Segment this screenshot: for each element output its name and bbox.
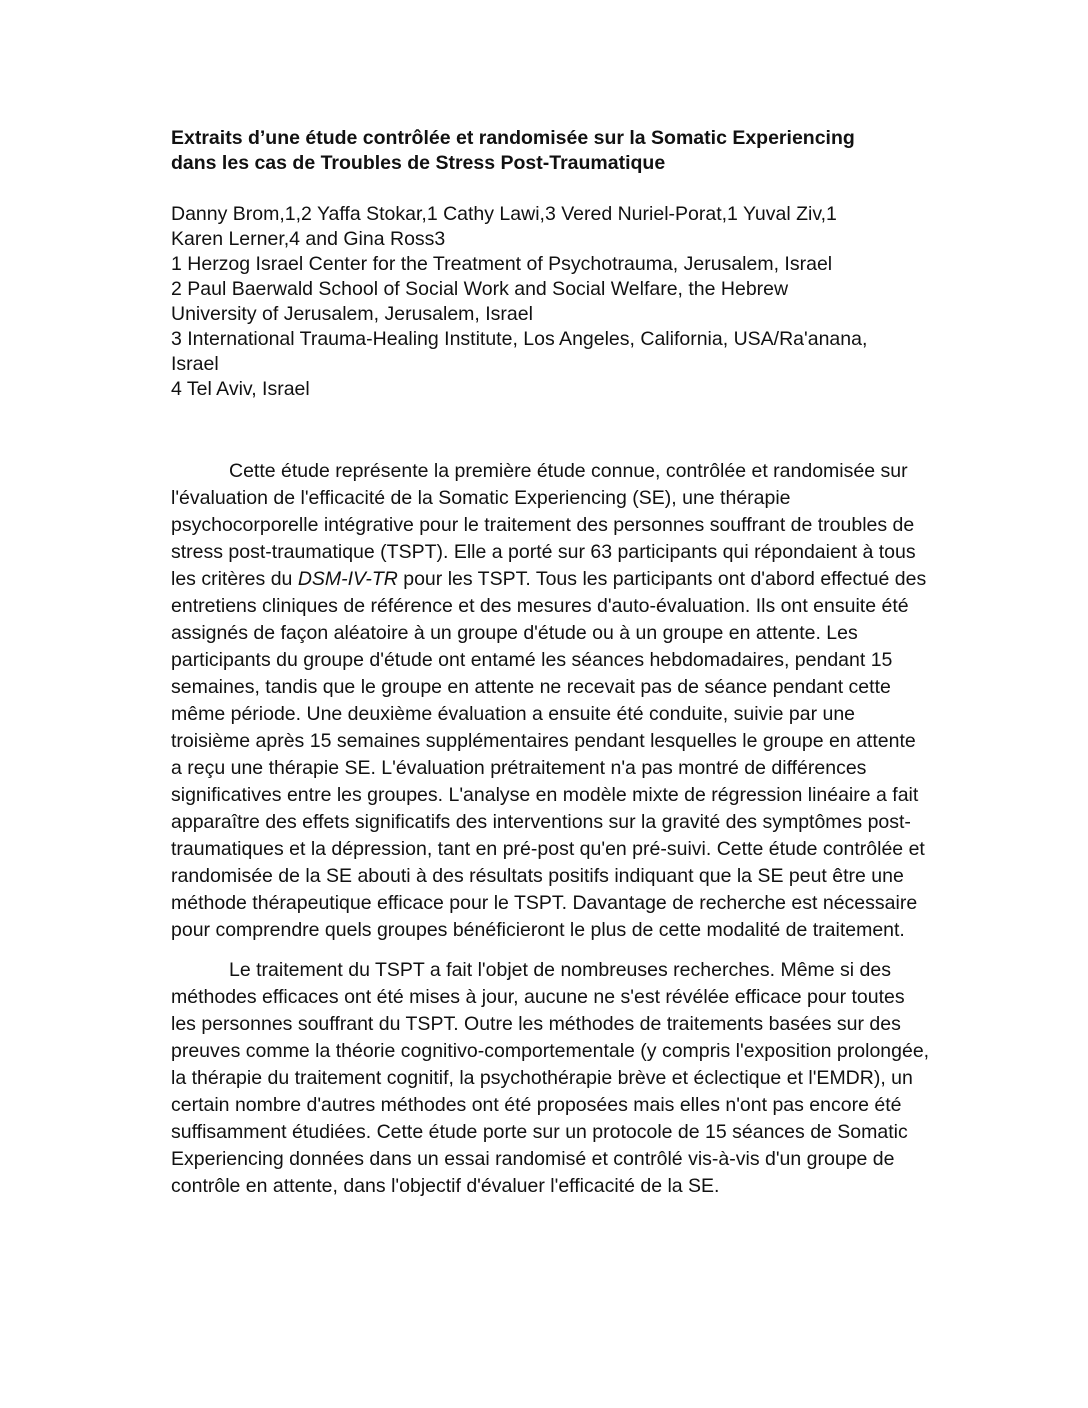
title-line-2: dans les cas de Troubles de Stress Post-Traumatique [171,152,666,174]
abstract-text-part-2: pour les TSPT. Tous les participants ont d'abord effectué des entretiens cliniques de référence et des mesures d'auto-évaluation. Ils ont ensuite été assignés de façon aléatoire à un groupe d'étude ou à un groupe en attente. Les participants du groupe d'étude ont entamé les séances hebdomadaires, pendant 15 semaines, tandis que le groupe en attente ne recevait pas de séance pendant cette même période. Une deuxième évaluation a ensuite été conduite, suivie par une troisième après 15 semaines supplémentaires pendant lesquelles le groupe en attente a reçu une thérapie SE. L'évaluation prétraitement n'a pas montré de différences significatives entre les groupes. L'analyse en modèle mixte de régression linéaire a fait apparaître des effets significatifs des interventions sur la gravité des symptômes post-traumatiques et la dépression, tant en pré-post qu'en pré-suivi. Cette étude contrôlée et randomisée de la SE abouti à des résultats positifs indiquant que la SE peut être une méthode thérapeutique efficace pour le TSPT. Davantage de recherche est nécessaire pour comprendre quels groupes bénéficieront le plus de cette modalité de traitement. [171,568,927,941]
dsm-reference: DSM-IV-TR [297,568,398,590]
author-names-line-1: Danny Brom,1,2 Yaffa Stokar,1 Cathy Lawi,3 Vered Nuriel-Porat,1 Yuval Ziv,1 [171,203,837,225]
affiliation-2b: University of Jerusalem, Jerusalem, Israel [171,303,533,325]
title-line-1: Extraits d’une étude contrôlée et randomisée sur la Somatic Experiencing [171,127,855,149]
author-block [171,202,931,402]
abstract-text-part-1: Cette étude représente la première étude connue, contrôlée et randomisée sur l'évaluation de l'efficacité de la Somatic Experiencing (SE), une thérapie psychocorporelle intégrative pour le traitement des personnes souffrant de troubles de stress post-traumatique (TSPT). Elle a porté sur 63 participants qui répondaient à tous les critères du [171,460,916,590]
affiliation-4: 4 Tel Aviv, Israel [171,378,310,400]
affiliation-1: 1 Herzog Israel Center for the Treatment of Psychotrauma, Jerusalem, Israel [171,253,833,275]
document-page [171,126,931,1213]
affiliation-3a: 3 International Trauma-Healing Institute, Los Angeles, California, USA/Ra'anana, [171,328,868,350]
affiliation-3b: Israel [171,353,219,375]
body-text [171,458,931,1200]
abstract-paragraph [171,458,931,944]
author-names-line-2: Karen Lerner,4 and Gina Ross3 [171,228,446,250]
document-title [171,126,931,176]
affiliation-2a: 2 Paul Baerwald School of Social Work and Social Welfare, the Hebrew [171,278,789,300]
introduction-paragraph: Le traitement du TSPT a fait l'objet de nombreuses recherches. Même si des méthodes efficaces ont été mises à jour, aucune ne s'est révélée efficace pour toutes les personnes souffrant du TSPT. Outre les méthodes de traitements basées sur des preuves comme la théorie cognitivo-comportementale (y compris l'exposition prolongée, la thérapie du traitement cognitif, la psychothérapie brève et éclectique et l'EMDR), un certain nombre d'autres méthodes ont été proposées mais elles n'ont pas encore été suffisamment étudiées. Cette étude porte sur un protocole de 15 séances de Somatic Experiencing données dans un essai randomisé et contrôlé vis-à-vis d'un groupe de contrôle en attente, dans l'objectif d'évaluer l'efficacité de la SE. [171,959,930,1197]
